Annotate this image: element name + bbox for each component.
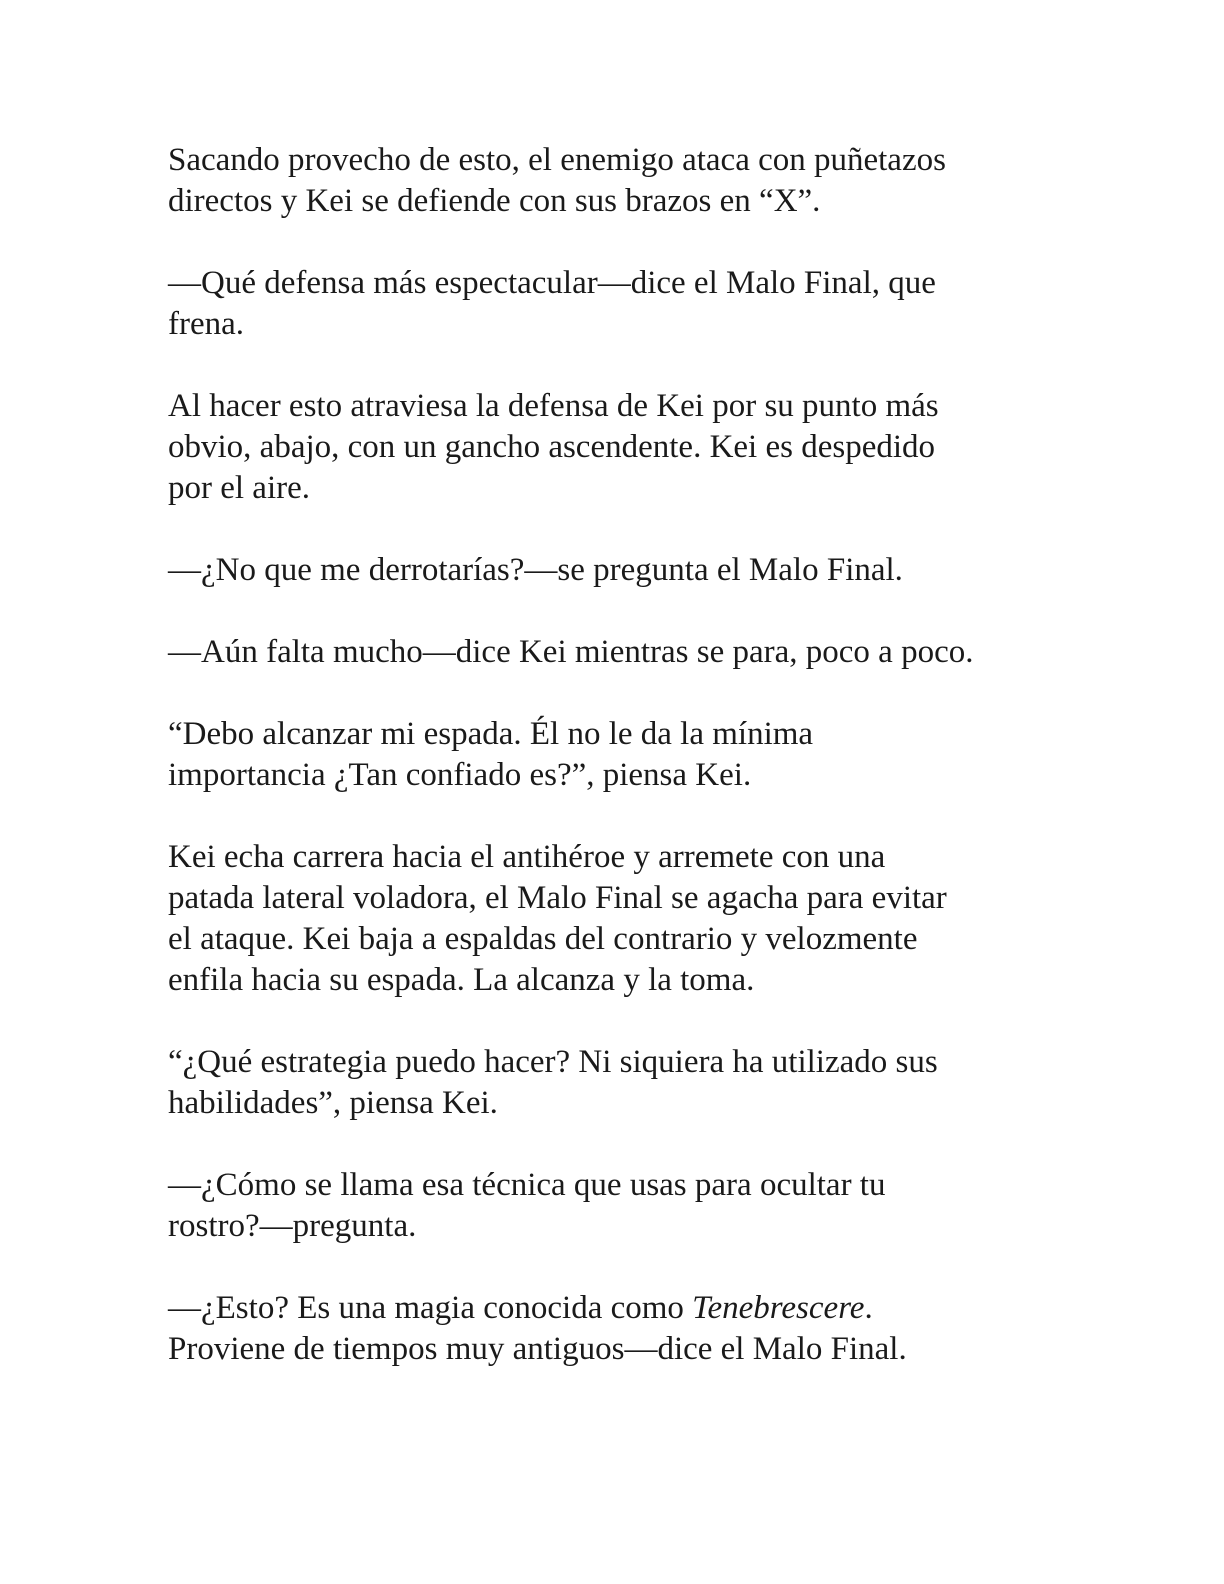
text-line: patada lateral voladora, el Malo Final se agacha para evitar: [168, 880, 947, 916]
text-line: —Aún falta mucho—dice Kei mientras se para, poco a poco.: [168, 634, 974, 670]
paragraph-1: [168, 140, 1068, 222]
paragraph-5: [168, 632, 1068, 673]
text-line: por el aire.: [168, 470, 311, 506]
paragraph-6: [168, 714, 1068, 796]
text-line: Al hacer esto atraviesa la defensa de Kei por su punto más: [168, 388, 939, 424]
text-line: enfila hacia su espada. La alcanza y la toma.: [168, 962, 755, 998]
text-line: obvio, abajo, con un gancho ascendente. Kei es despedido: [168, 429, 936, 465]
text-line: frena.: [168, 306, 245, 342]
text-line: el ataque. Kei baja a espaldas del contrario y velozmente: [168, 921, 918, 957]
text-run: .: [864, 1290, 873, 1326]
text-line: habilidades”, piensa Kei.: [168, 1085, 498, 1121]
text-line: rostro?—pregunta.: [168, 1208, 417, 1244]
text-line: —Qué defensa más espectacular—dice el Malo Final, que: [168, 265, 936, 301]
text-line: —¿Cómo se llama esa técnica que usas para ocultar tu: [168, 1167, 886, 1203]
text-line: Sacando provecho de esto, el enemigo ataca con puñetazos: [168, 142, 946, 178]
paragraph-8: [168, 1042, 1068, 1124]
text-line: Kei echa carrera hacia el antihéroe y arremete con una: [168, 839, 886, 875]
paragraph-9: [168, 1165, 1068, 1247]
paragraph-10: [168, 1288, 1068, 1370]
italic-term: Tenebrescere: [692, 1290, 865, 1326]
paragraph-4: [168, 550, 1068, 591]
text-run: —¿Esto? Es una magia conocida como: [168, 1290, 693, 1326]
paragraph-2: [168, 263, 1068, 345]
paragraph-3: [168, 386, 1068, 509]
text-line: —¿No que me derrotarías?—se pregunta el Malo Final.: [168, 552, 903, 588]
text-line: “Debo alcanzar mi espada. Él no le da la mínima: [168, 716, 814, 752]
paragraph-7: [168, 837, 1068, 1001]
text-line: importancia ¿Tan confiado es?”, piensa Kei.: [168, 757, 752, 793]
text-line: “¿Qué estrategia puedo hacer? Ni siquiera ha utilizado sus: [168, 1044, 938, 1080]
text-line: directos y Kei se defiende con sus brazos en “X”.: [168, 183, 821, 219]
document-page: [168, 140, 1068, 1411]
text-line: [168, 1288, 1068, 1329]
text-line: Proviene de tiempos muy antiguos—dice el Malo Final.: [168, 1331, 907, 1367]
